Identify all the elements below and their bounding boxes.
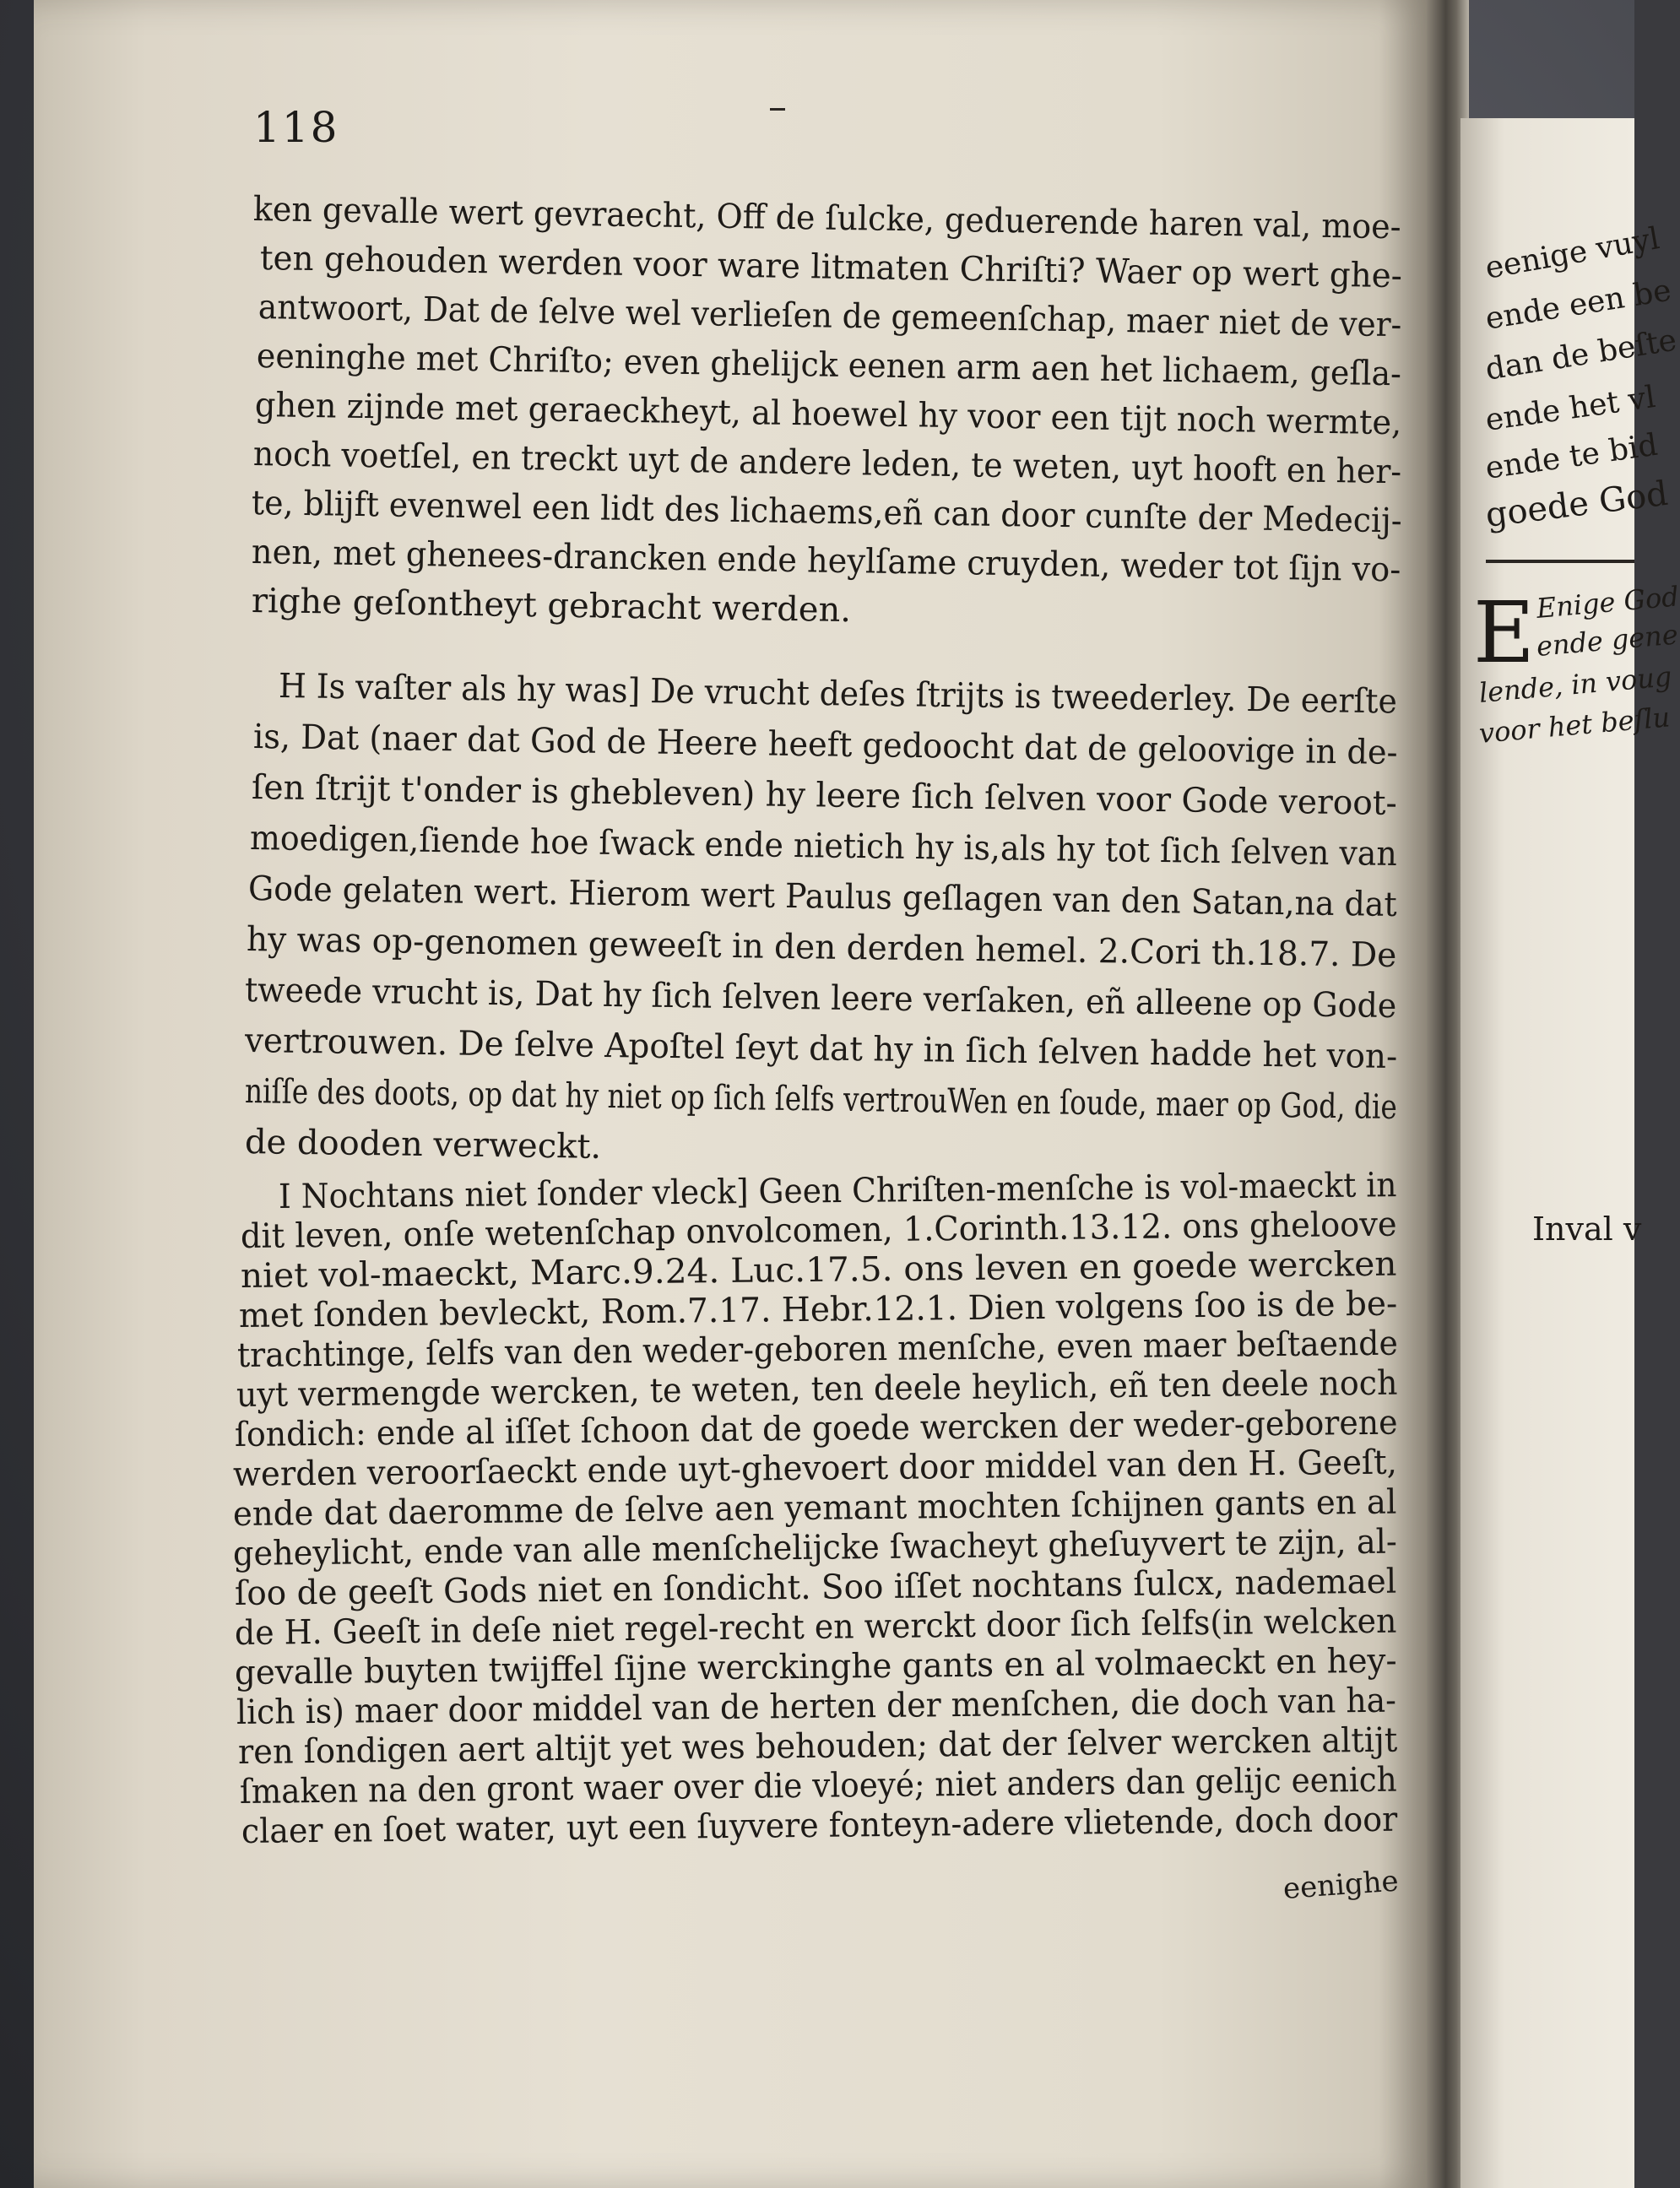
right-page-line: voor het beſlu (1477, 701, 1672, 750)
right-page-line: dan de beſte (1482, 322, 1679, 387)
text-line: ſen ſtrijt t'onder is ghebleven) hy leere ſich ſelven voor Gode veroot- (251, 768, 1398, 823)
text-line: ſondich: ende al iſſet ſchoon dat de goede wercken der weder-geborene (234, 1403, 1398, 1454)
text-line: vertrouwen. De ſelve Apoſtel ſeyt dat hy in ſich ſelven hadde het von- (244, 1021, 1398, 1077)
right-page-line: ende een be (1482, 273, 1674, 337)
text-line: dit leven, onſe wetenſchap onvolcomen, 1.Corinth.13.12. ons gheloove (240, 1205, 1397, 1256)
marginal-note: Inval v (1532, 1210, 1642, 1248)
text-line: hy was op-genomen geweeſt in den derden hemel. 2.Cori th.18.7. De (246, 920, 1397, 976)
text-line: de dooden verweckt. (244, 1123, 602, 1167)
text-line: I Nochtans niet ſonder vleck] Geen Chriſten-menſche is vol-maeckt in (278, 1166, 1397, 1216)
text-line: eeninghe met Chriſto; even ghelijck eenen arm aen het lichaem, geſla- (256, 337, 1402, 394)
text-line: geheylicht, ende van alle menſchelijcke ſwacheyt gheſuyvert te zijn, al- (232, 1522, 1398, 1573)
text-line: uyt vermengde wercken, te weten, ten deele heylich, eñ ten deele noch (236, 1363, 1398, 1415)
text-line: nen, met ghenees-drancken ende heylſame cruyden, weder tot ſijn vo- (251, 533, 1401, 590)
text-line: H Is vaſter als hy was] De vrucht deſes ſtrijts is tweederley. De eerſte (278, 667, 1398, 722)
text-line: trachtinge, ſelfs van den weder-geboren menſche, even maer beſtaende (236, 1324, 1399, 1375)
text-line: ten gehouden werden voor ware litmaten Chriſti? Waer op wert ghe- (259, 239, 1403, 296)
text-line: is, Dat (naer dat God de Heere heeft gedoocht dat de geloovige in de- (252, 718, 1398, 772)
header-mark (770, 108, 785, 111)
text-line: ſoo de geeſt Gods niet en ſondicht. Soo iſſet nochtans ſulcx, nademael (234, 1562, 1397, 1613)
text-line: noch voetſel, en treckt uyt de andere leden, te weten, uyt hooft en her- (252, 435, 1402, 492)
text-line: righe geſontheyt gebracht werden. (251, 582, 852, 631)
right-page-line: ende te bid (1483, 427, 1660, 486)
text-line: gevalle buyten twijffel ſijne werckinghe gants en al volmaeckt en hey- (234, 1641, 1397, 1692)
text-line: de H. Geeſt in deſe niet regel-recht en werckt door ſich ſelfs(in welcken (234, 1601, 1397, 1653)
right-page-line: Enige God (1535, 580, 1680, 625)
text-line: lich is) maer door middel van de herten der menſchen, die doch van ha- (236, 1681, 1397, 1732)
text-line: ghen zijnde met geraeckheyt, al hoewel hy voor een tijt noch wermte, (254, 386, 1402, 443)
right-page-line: eenige vuyl (1482, 221, 1662, 286)
text-line: ende dat daeromme de ſelve aen yemant mochten ſchijnen gants en al (232, 1482, 1397, 1534)
text-line: moedigen,ſiende hoe ſwack ende nietich hy is,als hy tot ſich ſelven van (249, 819, 1398, 874)
text-line: ken gevalle wert gevraecht, Off de ſulcke, geduerende haren val, moe- (252, 190, 1401, 247)
text-line: niſſe des doots, op dat hy niet op ſich ſelfs vertrouWen en ſoude, maer op God, die (244, 1072, 1398, 1128)
right-page-line: goede God (1483, 474, 1671, 535)
text-line: Gode gelaten wert. Hierom wert Paulus geſlagen van den Satan,na dat (247, 869, 1397, 924)
text-line: niet vol-maeckt, Marc.9.24. Luc.17.5. ons leven en goede wercken (240, 1244, 1397, 1296)
drop-cap: E (1473, 583, 1535, 682)
text-line: tweede vrucht is, Dat hy ſich ſelven leere verſaken, eñ alleene op Gode (244, 971, 1397, 1026)
right-page-line: ende gene (1535, 618, 1680, 663)
right-page-line: lende, in voug (1477, 660, 1673, 709)
catchword: eenighe (1282, 1864, 1400, 1906)
text-line: te, blijft evenwel een lidt des lichaems,eñ can door cunſte der Medecij- (251, 484, 1402, 541)
text-line: claer en ſoet water, uyt een ſuyvere fonteyn-adere vlietende, doch door (241, 1800, 1398, 1851)
text-line: ſmaken na den gront waer over die vloeyé; niet anders dan gelijc eenich (239, 1760, 1397, 1812)
right-page-line: ende het vl (1483, 380, 1658, 438)
text-line: werden veroorſaeckt ende uyt-ghevoert door middel van den H. Geeſt, (232, 1443, 1398, 1494)
section-divider (1486, 560, 1634, 563)
text-line: antwoort, Dat de ſelve wel verlieſen de gemeenſchap, maer niet de ver- (257, 288, 1402, 345)
text-line: met ſonden bevleckt, Rom.7.17. Hebr.12.1. Dien volgens ſoo is de be- (238, 1284, 1398, 1335)
text-line: ren ſondigen aert altijt yet wes behouden; dat der ſelver wercken altijt (237, 1720, 1398, 1772)
page-number: 118 (253, 103, 339, 152)
